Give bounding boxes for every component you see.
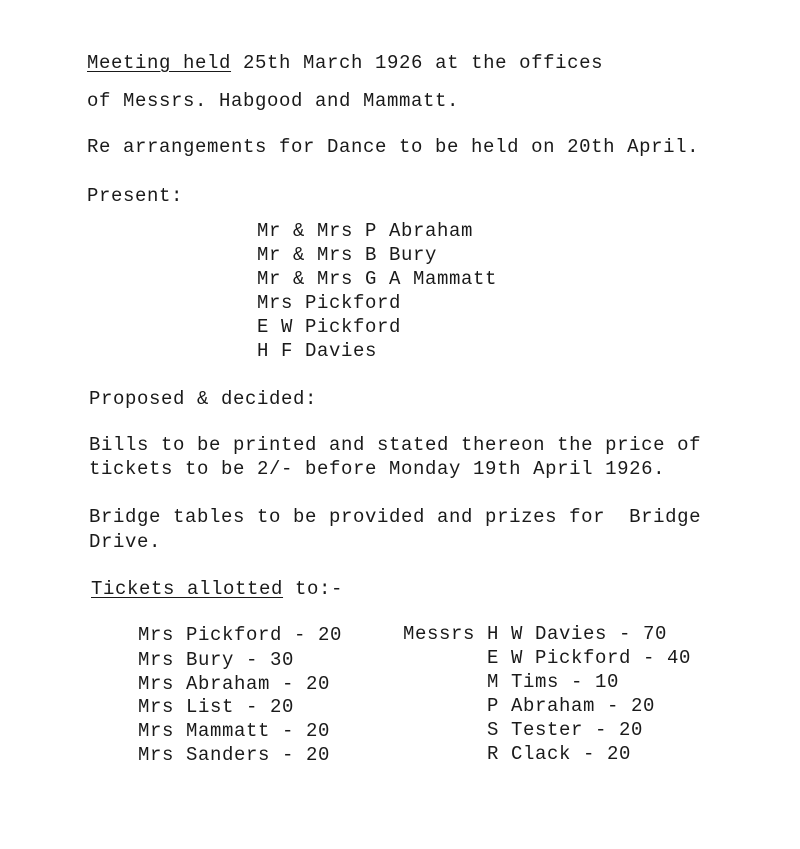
ticket-right-item: S Tester - 20 bbox=[487, 719, 644, 741]
meeting-line-1 bbox=[87, 52, 603, 74]
present-name: E W Pickford bbox=[257, 316, 402, 338]
proposed-heading: Proposed & decided: bbox=[89, 388, 318, 410]
ticket-left-item: Mrs Mammatt - 20 bbox=[138, 720, 331, 742]
tickets-heading bbox=[91, 578, 343, 600]
meeting-held-underlined: Meeting held bbox=[87, 52, 232, 74]
re-arrangements-line: Re arrangements for Dance to be held on 20th April. bbox=[87, 136, 700, 158]
present-name: Mr & Mrs P Abraham bbox=[257, 220, 474, 242]
ticket-right-item: M Tims - 10 bbox=[487, 671, 620, 693]
bills-line-2: tickets to be 2/- before Monday 19th April 1926. bbox=[89, 458, 666, 480]
bridge-line-2: Drive. bbox=[89, 531, 162, 553]
present-name: H F Davies bbox=[257, 340, 378, 362]
meeting-line-2: of Messrs. Habgood and Mammatt. bbox=[87, 90, 460, 112]
tickets-heading-rest: to:- bbox=[283, 578, 344, 600]
ticket-left-item: Mrs List - 20 bbox=[138, 696, 295, 718]
ticket-right-item: R Clack - 20 bbox=[487, 743, 632, 765]
messrs-label: Messrs bbox=[403, 623, 476, 645]
ticket-left-item: Mrs Bury - 30 bbox=[138, 649, 295, 671]
bridge-line-1: Bridge tables to be provided and prizes for Bridge bbox=[89, 506, 702, 528]
bills-line-1: Bills to be printed and stated thereon the price of bbox=[89, 434, 702, 456]
ticket-right-item: P Abraham - 20 bbox=[487, 695, 656, 717]
ticket-left-item: Mrs Abraham - 20 bbox=[138, 673, 331, 695]
present-name: Mr & Mrs G A Mammatt bbox=[257, 268, 498, 290]
meeting-date-text: 25th March 1926 at the offices bbox=[231, 52, 604, 74]
ticket-left-item: Mrs Sanders - 20 bbox=[138, 744, 331, 766]
ticket-left-item: Mrs Pickford - 20 bbox=[138, 624, 343, 646]
present-name: Mr & Mrs B Bury bbox=[257, 244, 438, 266]
present-name: Mrs Pickford bbox=[257, 292, 402, 314]
present-heading: Present: bbox=[87, 185, 184, 207]
tickets-heading-underlined: Tickets allotted bbox=[91, 578, 284, 600]
ticket-right-item: E W Pickford - 40 bbox=[487, 647, 692, 669]
ticket-right-item: H W Davies - 70 bbox=[487, 623, 668, 645]
